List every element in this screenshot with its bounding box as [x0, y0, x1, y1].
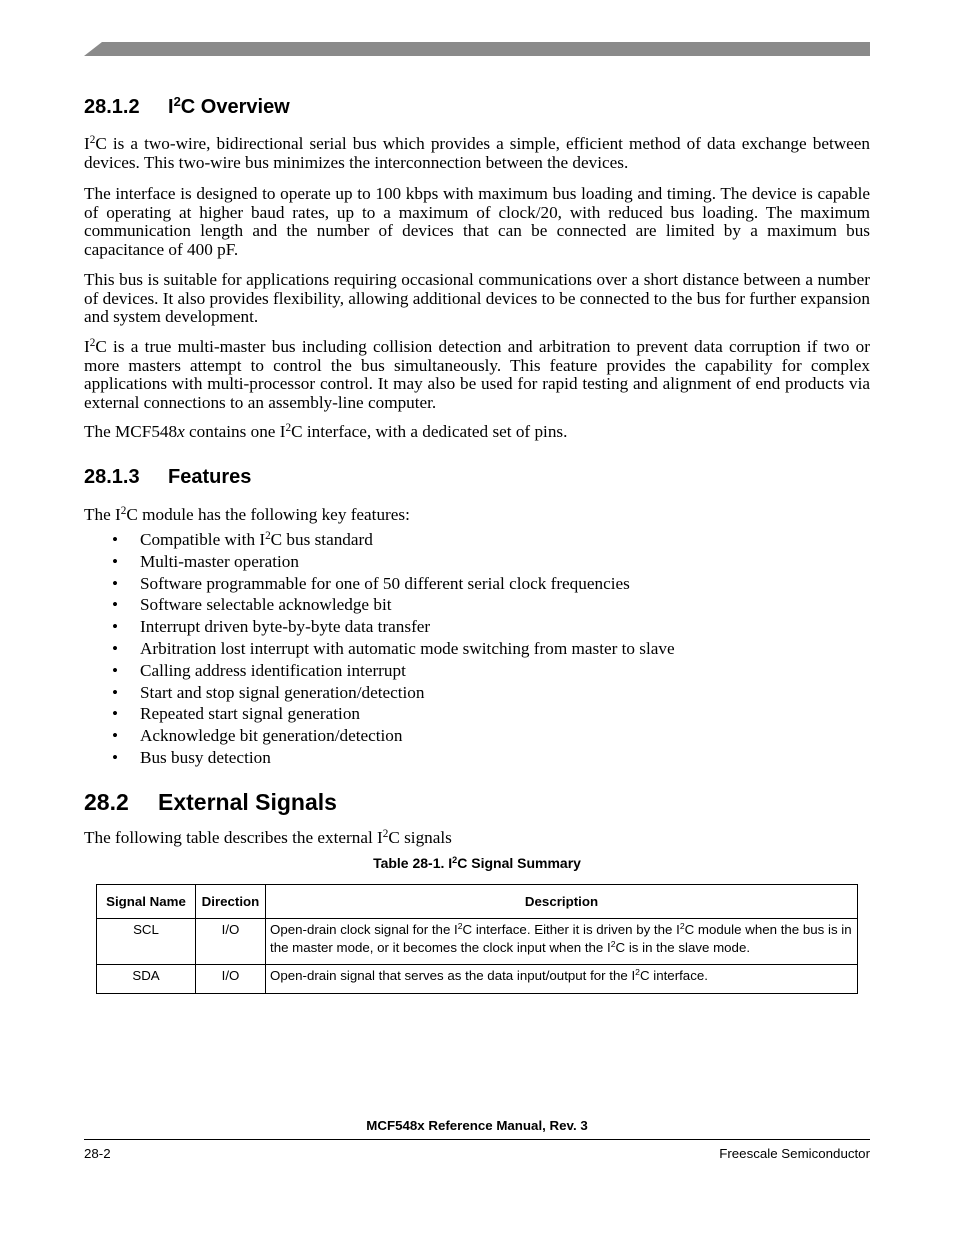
list-item: • Software programmable for one of 50 different serial clock frequencies: [112, 573, 630, 593]
signal-name-cell: SCL: [97, 919, 196, 965]
column-header-signal-name: Signal Name: [97, 885, 196, 919]
list-item: • Arbitration lost interrupt with automatic mode switching from master to slave: [112, 638, 675, 658]
column-header-direction: Direction: [196, 885, 266, 919]
external-signals-intro: The following table describes the external $I^2C$ signals: [84, 827, 452, 847]
list-item: • Compatible with $I^2C$ bus standard: [112, 529, 373, 549]
bullet: •: [112, 682, 119, 702]
signal-name-cell: SDA: [97, 965, 196, 994]
bullet: •: [112, 617, 119, 637]
overview-paragraph-3: This bus is suitable for applications requiring occasional communications over a short distance between a number of devices. It also provides flexibility, allowing additional devices to be connected to the bus for further expansion and system development.: [84, 270, 870, 327]
table-header-row: [97, 885, 858, 919]
bullet: •: [112, 595, 119, 615]
section-heading-overview: 28.1.2 $I^2C$ Overview: [84, 93, 290, 118]
features-intro: The $I^2C$ module has the following key features:: [84, 504, 410, 524]
section-number: 28.1.3: [84, 466, 140, 488]
list-item: • Software selectable acknowledge bit: [112, 595, 392, 615]
table-row: [97, 965, 858, 994]
bullet: •: [112, 726, 119, 746]
list-item: • Acknowledge bit generation/detection: [112, 726, 403, 746]
description-cell: Open-drain clock signal for the $I^2C$ interface. Either it is driven by the $I^2C$ module when the bus is in the master mode, or it becomes the clock input when the $I^2C$ is in the slave mode.: [266, 919, 858, 965]
section-number: 28.2: [84, 789, 129, 815]
table-row: [97, 919, 858, 965]
section-heading-external-signals: 28.2 External Signals: [84, 789, 337, 815]
description-cell: Open-drain signal that serves as the data input/output for the $I^2C$ interface.: [266, 965, 858, 994]
section-number: 28.1.2: [84, 96, 140, 118]
overview-paragraph-5: The MCF548x contains one $I^2C$ interface, with a dedicated set of pins.: [84, 421, 568, 441]
column-header-description: Description: [266, 885, 858, 919]
bullet: •: [112, 530, 119, 549]
list-item: • Multi-master operation: [112, 551, 299, 571]
bullet: •: [112, 704, 119, 724]
footer-divider: [84, 1139, 870, 1140]
features-list: [84, 529, 675, 769]
table-caption: Table 28-1. $I^2C$ Signal Summary: [373, 855, 581, 871]
direction-cell: I/O: [196, 919, 266, 965]
list-item: • Repeated start signal generation: [112, 704, 361, 724]
list-item: • Bus busy detection: [112, 747, 271, 767]
footer-manual-title: MCF548x Reference Manual, Rev. 3: [366, 1118, 588, 1133]
bullet: •: [112, 638, 119, 658]
overview-paragraph-2: The interface is designed to operate up to 100 kbps with maximum bus loading and timing. The device is capable of operating at higher baud rates, up to a maximum of clock/20, with reduced bus loading. The maximum communication length and the number of devices that can be connected are limited by a maximum bus capacitance of 400 pF.: [84, 184, 870, 259]
overview-paragraph-4: $I^2C$ is a true multi-master bus including collision detection and arbitration to prevent data corruption if two or more masters attempt to control the bus simultaneously. This feature provides the capability for complex applications with multi-processor control. It may also be used for rapid testing and alignment of end products via external connections to an assembly-line computer.: [84, 336, 870, 412]
header-bar: [84, 42, 870, 56]
list-item: • Interrupt driven byte-by-byte data transfer: [112, 617, 431, 637]
signal-summary-table: [96, 884, 858, 994]
overview-paragraph-1: $I^2C$ is a two-wire, bidirectional serial bus which provides a simple, efficient method of data exchange between devices. This two-wire bus minimizes the interconnection between the devices.: [84, 133, 870, 172]
bullet: •: [112, 747, 119, 767]
bullet: •: [112, 660, 119, 680]
footer-company: Freescale Semiconductor: [719, 1146, 870, 1161]
list-item: • Calling address identification interrupt: [112, 660, 406, 680]
section-heading-features: 28.1.3 Features: [84, 466, 252, 488]
list-item: • Start and stop signal generation/detection: [112, 682, 425, 702]
direction-cell: I/O: [196, 965, 266, 994]
bullet: •: [112, 551, 119, 571]
footer-page-number: 28-2: [84, 1146, 111, 1161]
bullet: •: [112, 573, 119, 593]
